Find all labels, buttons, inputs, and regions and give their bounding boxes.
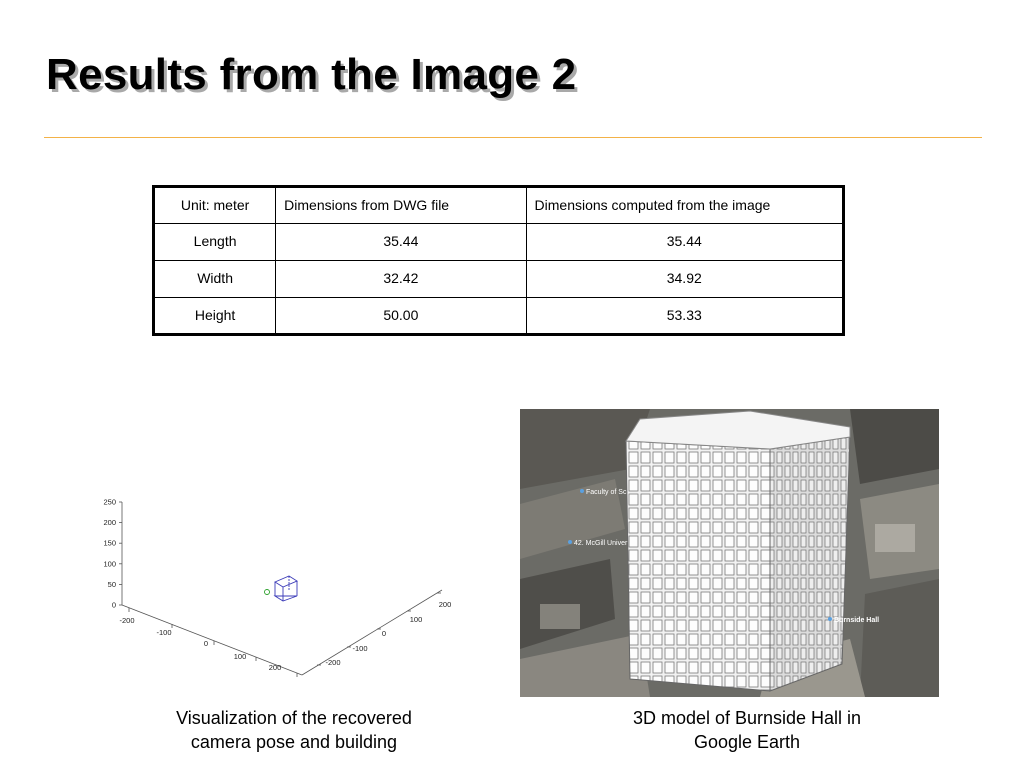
table-row xyxy=(154,261,844,298)
caption-line: Google Earth xyxy=(693,732,801,752)
y-tick-label: 0 xyxy=(381,629,387,638)
y-axis-line xyxy=(302,590,442,675)
building-right-face xyxy=(770,437,850,691)
caption-camera-pose xyxy=(144,706,444,754)
y-tick-label: -200 xyxy=(325,658,341,667)
building-left-face xyxy=(626,441,770,691)
camera-marker xyxy=(265,590,270,595)
map-pin-icon xyxy=(568,540,572,544)
building-wireframe xyxy=(275,576,297,601)
z-tick-label: 150 xyxy=(103,538,116,548)
table-cell: Length xyxy=(154,224,276,261)
map-label: Faculty of Sc xyxy=(586,489,627,496)
table-cell: 34.92 xyxy=(526,261,843,298)
table-row xyxy=(154,298,844,335)
slide-title: Results from the Image 2 xyxy=(46,50,577,99)
table-header-cell: Unit: meter xyxy=(154,187,276,224)
x-tick-label: 0 xyxy=(203,639,209,648)
x-tick-label: 100 xyxy=(233,652,247,661)
caption-line: Visualization of the recovered xyxy=(176,708,412,728)
table-header-cell: Dimensions from DWG file xyxy=(276,187,526,224)
z-tick-label: 200 xyxy=(103,518,116,527)
caption-line: camera pose and building xyxy=(190,732,398,752)
z-tick-label: 250 xyxy=(103,497,116,507)
caption-line: 3D model of Burnside Hall in xyxy=(632,708,862,728)
map-label: 42. McGill Univer xyxy=(574,540,628,547)
camera-pose-plot-svg xyxy=(92,490,472,690)
title-divider xyxy=(44,137,982,138)
table-header-row xyxy=(154,187,844,224)
table-header-cell: Dimensions computed from the image xyxy=(526,187,843,224)
table-cell: 35.44 xyxy=(526,224,843,261)
y-tick-label: 200 xyxy=(438,600,452,609)
table-row xyxy=(154,224,844,261)
table-cell: 50.00 xyxy=(276,298,526,335)
table-cell: Height xyxy=(154,298,276,335)
google-earth-svg xyxy=(520,409,939,697)
y-tick-label: -100 xyxy=(352,644,368,653)
map-pin-icon xyxy=(828,617,832,621)
z-tick-label: 50 xyxy=(107,579,116,589)
table-cell: 32.42 xyxy=(276,261,526,298)
map-pin-icon xyxy=(580,489,584,493)
table-cell: 53.33 xyxy=(526,298,843,335)
google-earth-image xyxy=(520,409,939,697)
caption-google-earth xyxy=(597,706,897,754)
table-cell: 35.44 xyxy=(276,224,526,261)
dimensions-table xyxy=(152,185,845,336)
z-tick-label: 100 xyxy=(103,559,116,569)
x-tick-label: -200 xyxy=(119,616,135,625)
z-tick-label: 0 xyxy=(111,600,116,610)
table-cell: Width xyxy=(154,261,276,298)
map-label: Burnside Hall xyxy=(834,617,880,624)
camera-pose-plot xyxy=(92,490,472,690)
y-tick-label: 100 xyxy=(409,615,423,624)
x-tick-label: -100 xyxy=(156,628,172,637)
x-tick-label: 200 xyxy=(268,663,282,672)
